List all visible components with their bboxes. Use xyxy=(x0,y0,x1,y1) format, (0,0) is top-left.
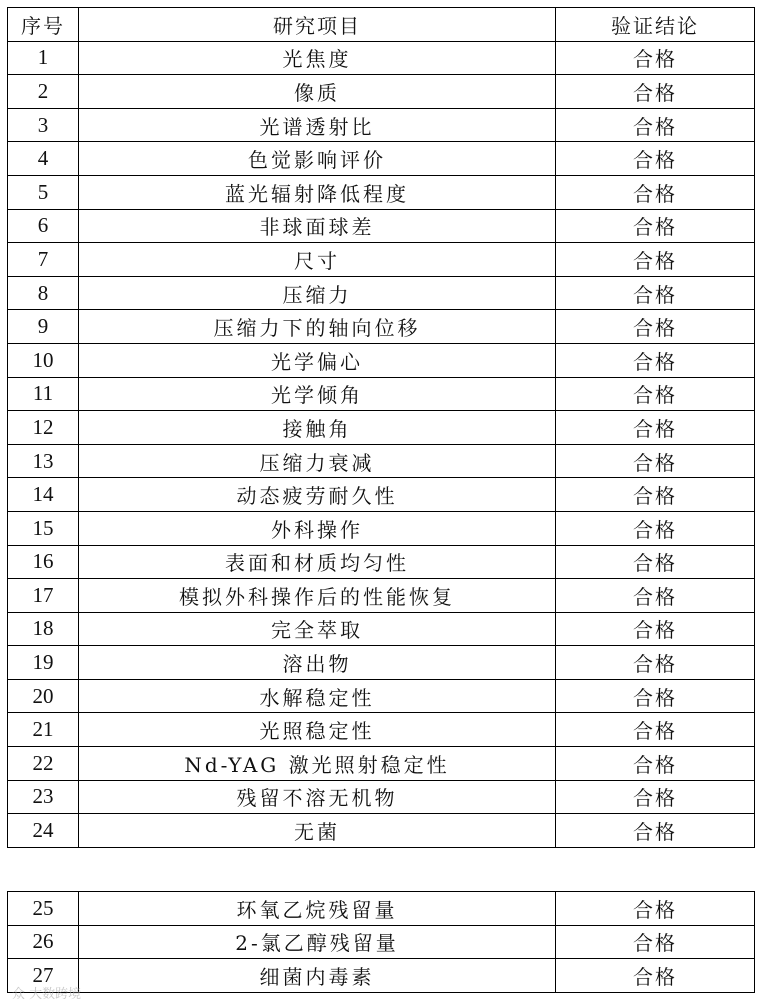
row-result: 合格 xyxy=(556,444,755,478)
row-number: 27 xyxy=(8,959,79,993)
row-result: 合格 xyxy=(556,41,755,75)
header-result: 验证结论 xyxy=(556,8,755,42)
table-row xyxy=(8,243,755,277)
table-row xyxy=(8,41,755,75)
table-row xyxy=(8,343,755,377)
table-row xyxy=(8,478,755,512)
watermark: 众 大数跨境 xyxy=(12,987,82,1002)
table-row xyxy=(8,444,755,478)
table-row xyxy=(8,175,755,209)
row-item: 蓝光辐射降低程度 xyxy=(79,175,556,209)
verification-table xyxy=(7,7,755,848)
row-result: 合格 xyxy=(556,780,755,814)
row-item: 像质 xyxy=(79,75,556,109)
table-row xyxy=(8,959,755,993)
header-item: 研究项目 xyxy=(79,8,556,42)
table-row xyxy=(8,814,755,848)
row-item: 光学偏心 xyxy=(79,343,556,377)
row-item: 非球面球差 xyxy=(79,209,556,243)
verification-table-continued xyxy=(7,891,755,993)
row-number: 16 xyxy=(8,545,79,579)
table-row xyxy=(8,925,755,959)
row-item: 尺寸 xyxy=(79,243,556,277)
row-item: 压缩力 xyxy=(79,276,556,310)
table-row xyxy=(8,646,755,680)
row-result: 合格 xyxy=(556,511,755,545)
row-number: 20 xyxy=(8,679,79,713)
row-result: 合格 xyxy=(556,959,755,993)
row-item: 光谱透射比 xyxy=(79,108,556,142)
table-row xyxy=(8,511,755,545)
row-number: 7 xyxy=(8,243,79,277)
table-row xyxy=(8,108,755,142)
row-number: 12 xyxy=(8,411,79,445)
row-item: 溶出物 xyxy=(79,646,556,680)
row-item: 模拟外科操作后的性能恢复 xyxy=(79,579,556,613)
row-item: 水解稳定性 xyxy=(79,679,556,713)
row-item: 表面和材质均匀性 xyxy=(79,545,556,579)
row-item: 细菌内毒素 xyxy=(79,959,556,993)
row-result: 合格 xyxy=(556,175,755,209)
row-item: 光照稳定性 xyxy=(79,713,556,747)
row-result: 合格 xyxy=(556,713,755,747)
row-number: 17 xyxy=(8,579,79,613)
table-row xyxy=(8,75,755,109)
row-result: 合格 xyxy=(556,209,755,243)
table-row xyxy=(8,142,755,176)
row-result: 合格 xyxy=(556,612,755,646)
row-result: 合格 xyxy=(556,377,755,411)
row-number: 1 xyxy=(8,41,79,75)
row-result: 合格 xyxy=(556,411,755,445)
row-number: 25 xyxy=(8,892,79,926)
table-header-row xyxy=(8,8,755,42)
row-number: 21 xyxy=(8,713,79,747)
row-item: 完全萃取 xyxy=(79,612,556,646)
row-number: 4 xyxy=(8,142,79,176)
row-result: 合格 xyxy=(556,579,755,613)
row-result: 合格 xyxy=(556,545,755,579)
row-number: 11 xyxy=(8,377,79,411)
row-number: 26 xyxy=(8,925,79,959)
row-result: 合格 xyxy=(556,646,755,680)
row-result: 合格 xyxy=(556,679,755,713)
table-row xyxy=(8,310,755,344)
row-number: 15 xyxy=(8,511,79,545)
row-result: 合格 xyxy=(556,747,755,781)
table-row xyxy=(8,612,755,646)
row-item: 压缩力下的轴向位移 xyxy=(79,310,556,344)
row-number: 18 xyxy=(8,612,79,646)
row-item: 外科操作 xyxy=(79,511,556,545)
row-result: 合格 xyxy=(556,243,755,277)
table-row xyxy=(8,545,755,579)
row-item: 无菌 xyxy=(79,814,556,848)
row-item: 环氧乙烷残留量 xyxy=(79,892,556,926)
row-result: 合格 xyxy=(556,343,755,377)
row-result: 合格 xyxy=(556,142,755,176)
row-number: 2 xyxy=(8,75,79,109)
row-item: 色觉影响评价 xyxy=(79,142,556,176)
table-row xyxy=(8,579,755,613)
row-number: 14 xyxy=(8,478,79,512)
table-row xyxy=(8,411,755,445)
row-result: 合格 xyxy=(556,108,755,142)
row-result: 合格 xyxy=(556,892,755,926)
table-row xyxy=(8,747,755,781)
row-number: 22 xyxy=(8,747,79,781)
row-number: 8 xyxy=(8,276,79,310)
row-result: 合格 xyxy=(556,814,755,848)
row-item: 压缩力衰减 xyxy=(79,444,556,478)
row-number: 5 xyxy=(8,175,79,209)
row-item: 光学倾角 xyxy=(79,377,556,411)
row-number: 10 xyxy=(8,343,79,377)
row-result: 合格 xyxy=(556,310,755,344)
row-result: 合格 xyxy=(556,478,755,512)
table-row xyxy=(8,679,755,713)
table-row xyxy=(8,377,755,411)
row-number: 24 xyxy=(8,814,79,848)
row-number: 19 xyxy=(8,646,79,680)
row-result: 合格 xyxy=(556,75,755,109)
row-item: 动态疲劳耐久性 xyxy=(79,478,556,512)
table-row xyxy=(8,209,755,243)
row-number: 3 xyxy=(8,108,79,142)
row-number: 6 xyxy=(8,209,79,243)
table-row xyxy=(8,780,755,814)
table-row xyxy=(8,276,755,310)
row-result: 合格 xyxy=(556,276,755,310)
row-item: 残留不溶无机物 xyxy=(79,780,556,814)
row-item: 2-氯乙醇残留量 xyxy=(79,925,556,959)
row-item: 光焦度 xyxy=(79,41,556,75)
header-no: 序号 xyxy=(8,8,79,42)
table-row xyxy=(8,713,755,747)
row-item: Nd-YAG 激光照射稳定性 xyxy=(79,747,556,781)
row-number: 13 xyxy=(8,444,79,478)
row-result: 合格 xyxy=(556,925,755,959)
row-item: 接触角 xyxy=(79,411,556,445)
row-number: 23 xyxy=(8,780,79,814)
table-row xyxy=(8,892,755,926)
row-number: 9 xyxy=(8,310,79,344)
